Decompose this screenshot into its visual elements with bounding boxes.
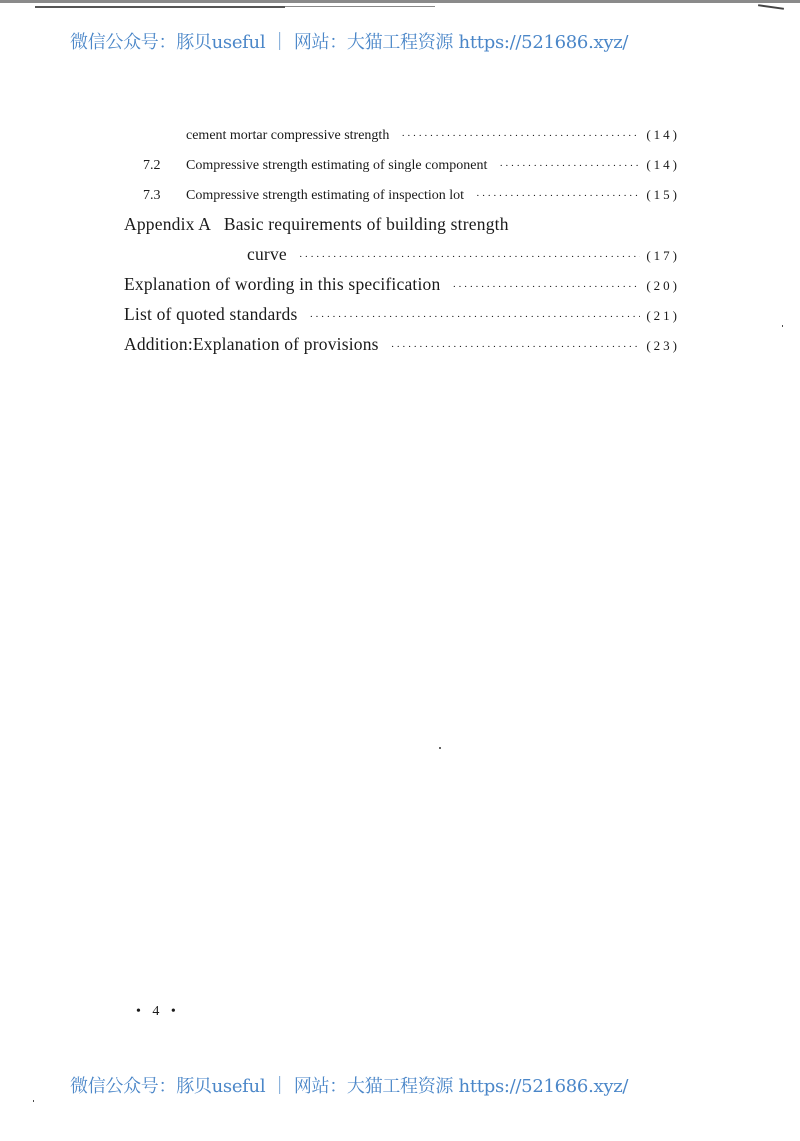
scan-artifact bbox=[758, 4, 784, 10]
toc-entry bbox=[186, 127, 680, 144]
toc-title: Compressive strength estimating of single component bbox=[186, 158, 488, 173]
toc-leader bbox=[476, 190, 640, 202]
toc-page: (20) bbox=[646, 278, 680, 293]
toc-entry bbox=[143, 187, 680, 204]
toc-title: Compressive strength estimating of inspection lot bbox=[186, 188, 465, 203]
toc-page: (23) bbox=[646, 338, 680, 353]
toc-title: List of quoted standards bbox=[124, 304, 298, 324]
toc-page: (17) bbox=[646, 248, 680, 263]
scan-border bbox=[0, 0, 800, 3]
watermark-top: 微信公众号：豚贝useful ｜ 网站：大猫工程资源 https://521686.xyz/ bbox=[70, 32, 629, 53]
toc-title: Explanation of wording in this specification bbox=[124, 274, 441, 294]
toc-leader bbox=[391, 341, 641, 353]
toc-number: 7.2 bbox=[143, 158, 161, 173]
toc-leader bbox=[309, 311, 640, 323]
toc-page: (15) bbox=[646, 187, 680, 202]
toc-entry bbox=[143, 157, 680, 174]
scan-speck bbox=[439, 747, 441, 749]
scan-speck bbox=[782, 325, 783, 327]
toc-title: Appendix A Basic requirements of building strength bbox=[124, 214, 509, 234]
toc-entry bbox=[124, 274, 680, 295]
watermark-bottom: 微信公众号：豚贝useful ｜ 网站：大猫工程资源 https://521686.xyz/ bbox=[70, 1076, 629, 1097]
toc-entry bbox=[124, 304, 680, 325]
toc-title: cement mortar compressive strength bbox=[186, 128, 390, 143]
toc-entry bbox=[124, 334, 680, 355]
toc-leader bbox=[299, 251, 640, 263]
toc-title: Addition:Explanation of provisions bbox=[124, 334, 379, 354]
toc-page: (14) bbox=[646, 127, 680, 142]
toc-leader bbox=[401, 130, 640, 142]
scan-speck bbox=[33, 1100, 34, 1102]
toc-page: (21) bbox=[646, 308, 680, 323]
toc-leader bbox=[452, 281, 640, 293]
page-number: • 4 • bbox=[136, 1004, 180, 1019]
scan-artifact bbox=[285, 6, 435, 7]
toc-page: (14) bbox=[646, 157, 680, 172]
toc-entry bbox=[247, 244, 680, 265]
toc-entry bbox=[124, 214, 680, 235]
toc-title: curve bbox=[247, 244, 287, 264]
scan-artifact bbox=[35, 6, 285, 8]
toc-leader bbox=[499, 160, 640, 172]
toc-number: 7.3 bbox=[143, 188, 161, 203]
